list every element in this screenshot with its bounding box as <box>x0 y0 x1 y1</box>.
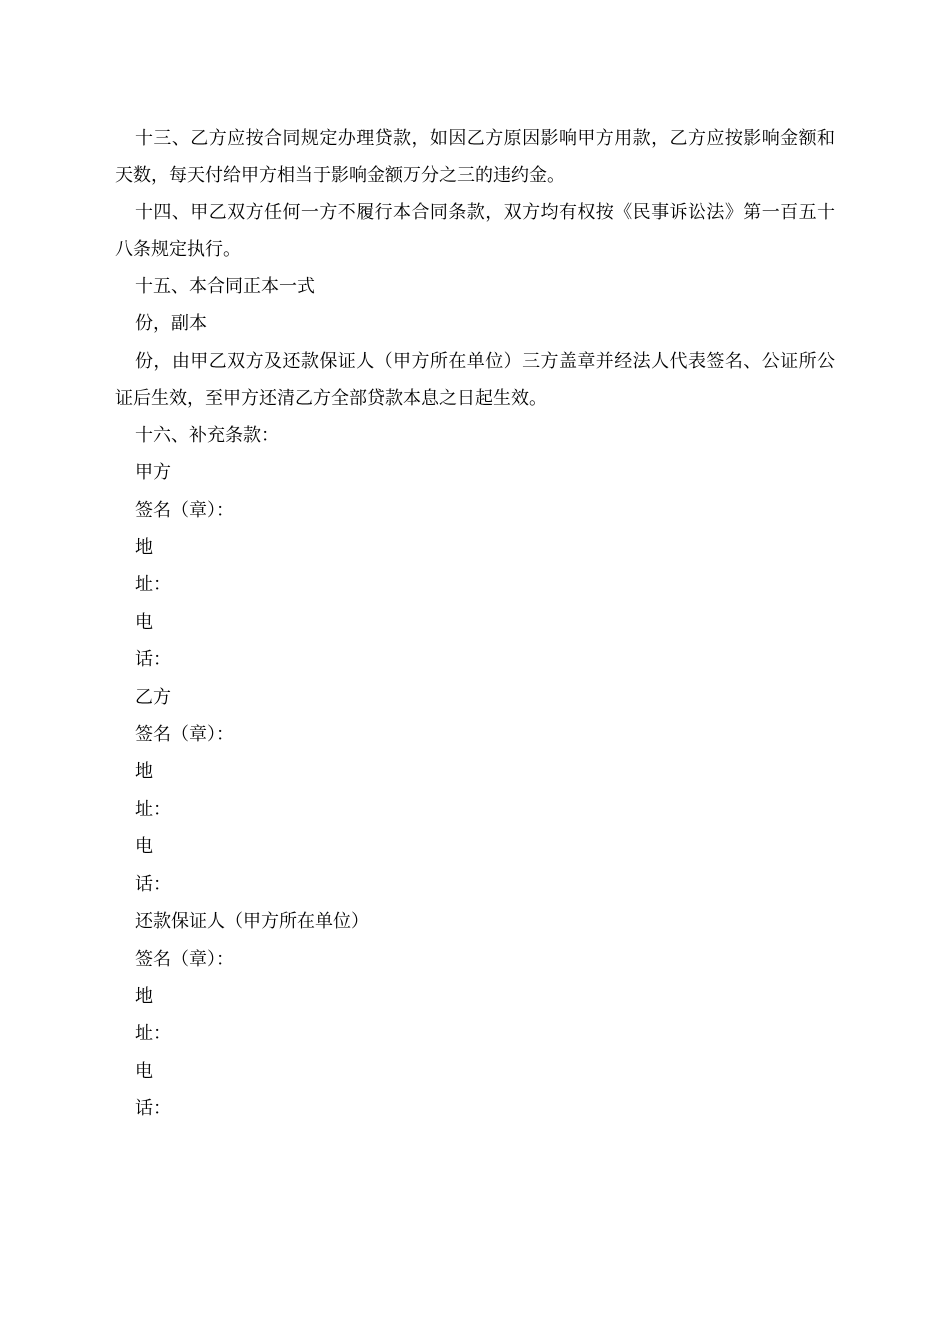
guarantor-title: 还款保证人（甲方所在单位） <box>135 911 369 933</box>
party-b-title: 乙方 <box>135 686 171 708</box>
party-a-signature: 签名（章）： <box>135 499 234 521</box>
party-b-block <box>115 679 835 903</box>
party-b-address-1: 地 <box>135 761 153 783</box>
party-a-title: 甲方 <box>135 462 171 484</box>
party-b-phone-2: 话： <box>135 873 171 895</box>
party-a-block <box>115 454 835 678</box>
party-b-signature: 签名（章）： <box>135 724 234 746</box>
guarantor-phone-1: 电 <box>135 1060 153 1082</box>
party-b-address-2: 址： <box>135 798 171 820</box>
clause-14: 十四、甲乙双方任何一方不履行本合同条款，双方均有权按《民事诉讼法》第一百五十八条规定执行。 <box>115 202 835 260</box>
clause-16: 十六、补充条款： <box>135 424 279 446</box>
party-b-phone-1: 电 <box>135 836 153 858</box>
guarantor-block <box>115 903 835 1127</box>
party-a-address-1: 地 <box>135 537 153 559</box>
guarantor-signature: 签名（章）： <box>135 948 234 970</box>
clause-13: 十三、乙方应按合同规定办理贷款，如因乙方原因影响甲方用款，乙方应按影响金额和天数，每天付给甲方相当于影响金额万分之三的违约金。 <box>115 128 835 186</box>
clause-15-line-1: 十五、本合同正本一式 <box>135 276 315 297</box>
contract-page <box>115 120 835 1128</box>
party-a-phone-2: 话： <box>135 649 171 671</box>
guarantor-address-2: 址： <box>135 1023 171 1045</box>
clause-15-line-3: 份，由甲乙双方及还款保证人（甲方所在单位）三方盖章并经法人代表签名、公证所公证后生效，至甲方还清乙方全部贷款本息之日起生效。 <box>115 350 835 409</box>
guarantor-phone-2: 话： <box>135 1098 171 1120</box>
clause-15-line-2: 份，副本 <box>135 313 207 335</box>
party-a-address-2: 址： <box>135 574 171 596</box>
guarantor-address-1: 地 <box>135 985 153 1007</box>
party-a-phone-1: 电 <box>135 611 153 633</box>
